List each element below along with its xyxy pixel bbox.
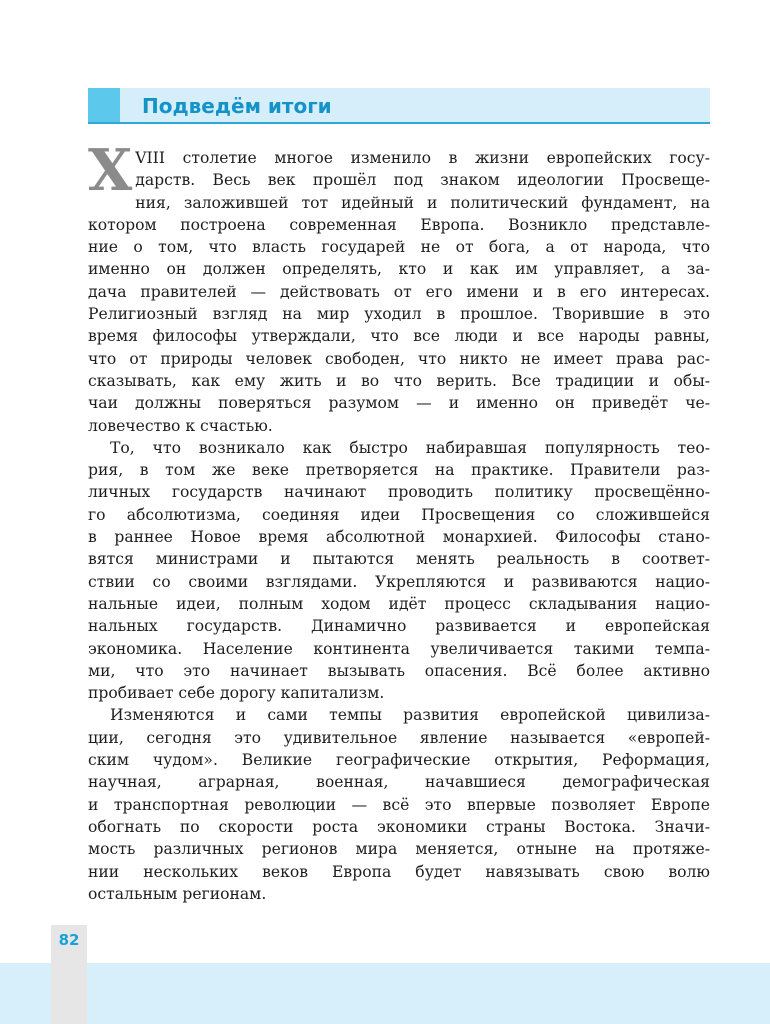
paragraph-1	[88, 137, 710, 437]
footer-band	[0, 963, 770, 1024]
text-line: нальных государств. Динамично развивается и европейская	[88, 617, 710, 636]
text-line: экономика. Население континента увеличивается такими темпа-	[88, 639, 710, 658]
text-line: ствии со своими взглядами. Укрепляются и развиваются нацио-	[88, 572, 710, 591]
text-line: ским чудом». Великие географические открытия, Реформация,	[88, 751, 710, 770]
text-line: сказывать, как ему жить и во что верить. Все традиции и обы-	[88, 371, 710, 390]
text-line: обогнать по скорости роста экономики страны Востока. Значи-	[88, 817, 710, 836]
text-line: дарств. Весь век прошёл под знаком идеологии Просвеще-	[135, 171, 710, 190]
text-line: вятся министрами и пытаются менять реальность в соответ-	[88, 550, 710, 569]
text-line: ловечество к счастью.	[88, 416, 273, 435]
text-line: ции, сегодня это удивительное явление называется «европей-	[88, 728, 710, 747]
text-line: научная, аграрная, военная, начавшиеся демографическая	[88, 773, 710, 792]
text-line: мость различных регионов мира меняется, отныне на протяже-	[88, 840, 710, 859]
text-line: и транспортная революции — всё это впервые позволяет Европе	[88, 795, 710, 814]
page-number: 82	[58, 931, 80, 949]
text-line: что от природы человек свободен, что никто не имеет права рас-	[88, 349, 710, 368]
text-line: ния, заложившей тот идейный и политический фундамент, на	[135, 193, 710, 212]
header-underline	[88, 122, 710, 124]
text-line: Изменяются и сами темпы развития европейской цивилиза-	[110, 706, 710, 725]
text-line: рия, в том же веке претворяется на практике. Правители раз-	[88, 461, 710, 480]
section-title: Подведём итоги	[142, 94, 332, 118]
header-accent-tab	[88, 88, 120, 122]
text-line: ми, что это начинает вызывать опасения. Всё более активно	[88, 661, 710, 680]
text-line: чаи должны поверяться разумом — и именно он приведёт че-	[88, 394, 710, 413]
text-line: именно он должен определять, кто и как им управляет, а за-	[88, 260, 710, 279]
paragraph-2	[88, 437, 710, 705]
text-line: время философы утверждали, что все люди и все народы равны,	[88, 327, 710, 346]
text-line: пробивает себе дорогу капитализм.	[88, 684, 385, 703]
text-line: ние о том, что власть государей не от бога, а от народа, что	[88, 238, 710, 257]
text-line: Религиозный взгляд на мир уходил в прошлое. Творившие в это	[88, 305, 710, 324]
text-line: нальные идеи, полным ходом идёт процесс складывания нацио-	[88, 594, 710, 613]
text-line: остальным регионам.	[88, 884, 267, 903]
text-line: дача правителей — действовать от его имени и в его интересах.	[88, 282, 710, 301]
paragraph-3	[88, 704, 710, 905]
text-line: в раннее Новое время абсолютной монархией. Философы стано-	[88, 528, 710, 547]
body-text	[88, 137, 710, 905]
text-line: личных государств начинают проводить политику просвещённо-	[88, 483, 710, 502]
text-line: котором построена современная Европа. Возникло представле-	[88, 215, 710, 234]
text-line: го абсолютизма, соединяя идеи Просвещения со сложившейся	[88, 505, 710, 524]
text-line: нии нескольких веков Европа будет навязывать свою волю	[88, 862, 710, 881]
text-line: То, что возникало как быстро набиравшая популярность тео-	[110, 438, 710, 457]
drop-cap: X	[88, 137, 133, 204]
text-line: VIII столетие многое изменило в жизни европейских госу-	[135, 149, 710, 167]
